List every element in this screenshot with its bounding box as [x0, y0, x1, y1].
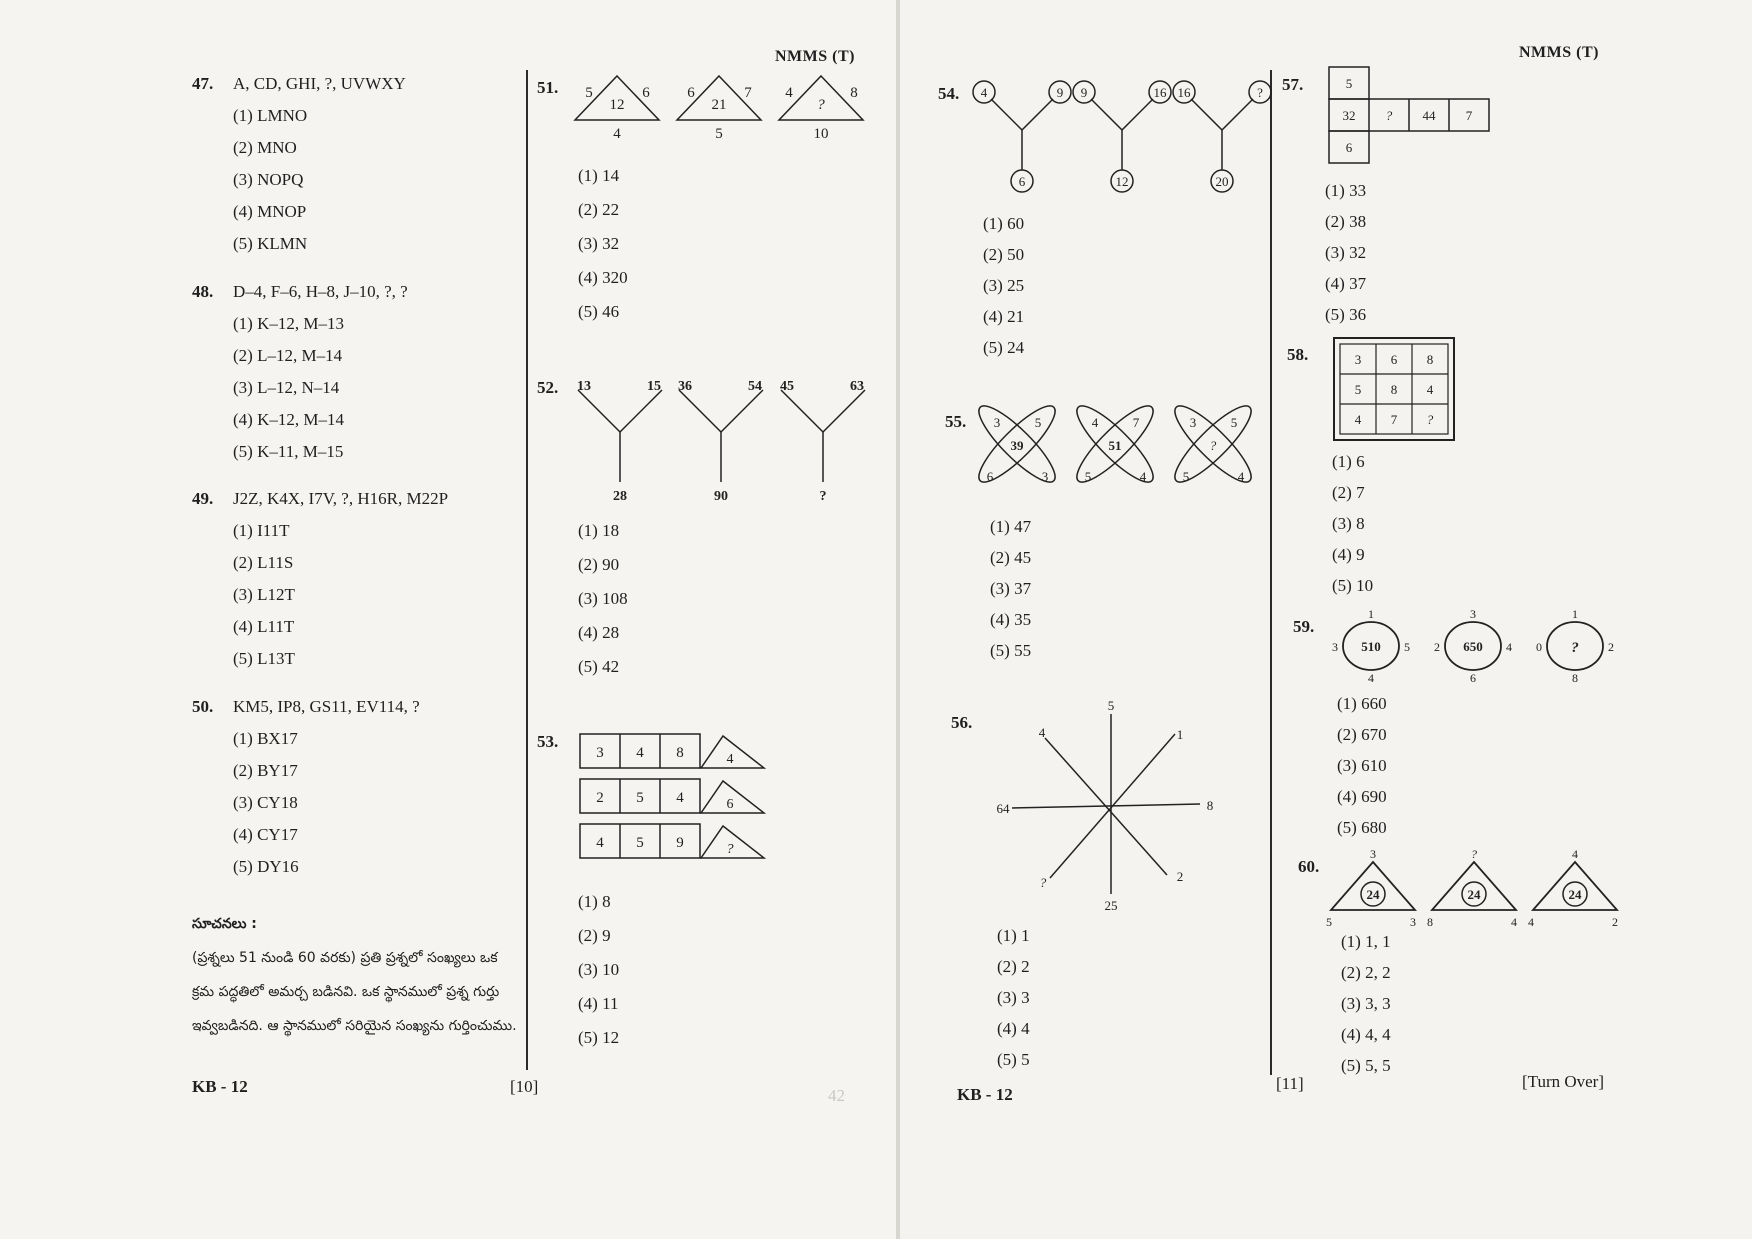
fork-left: 45 [780, 379, 794, 394]
triangle-left: 4 [785, 85, 793, 101]
option-5[interactable]: (5) 42 [578, 657, 620, 676]
option-3[interactable]: (3) CY18 [233, 793, 298, 812]
box-cell: 9 [676, 835, 684, 851]
circle-right: 4 [1506, 640, 1512, 654]
option-1[interactable]: (1) 60 [983, 214, 1025, 233]
ring-left: 8 [1427, 915, 1433, 929]
option-2[interactable]: (2) 670 [1337, 725, 1387, 744]
option-3[interactable]: (3) 8 [1332, 514, 1365, 533]
fork-bottom: ? [819, 489, 827, 504]
triangle-center: 12 [609, 97, 625, 113]
box-triangle-value: 6 [726, 797, 734, 812]
option-4[interactable]: (4) CY17 [233, 825, 298, 844]
star-bottom-left: ? [1039, 875, 1047, 890]
ring-left: 4 [1528, 915, 1534, 929]
option-4[interactable]: (4) 320 [578, 268, 628, 287]
cross-bottom-left: 5 [1182, 469, 1190, 484]
option-3[interactable]: (3) 25 [983, 276, 1025, 295]
question-number: 59. [1293, 617, 1315, 636]
t-grid-cell: 7 [1465, 108, 1473, 123]
question-number: 49. [192, 489, 214, 508]
option-4[interactable]: (4) L11T [233, 617, 295, 636]
ring-right: 4 [1511, 915, 1517, 929]
ring-top: 4 [1572, 847, 1578, 861]
option-5[interactable]: (5) 46 [578, 302, 620, 321]
fork-bottom: 28 [613, 489, 627, 504]
grid-cell: 8 [1426, 352, 1434, 367]
option-3[interactable]: (3) 108 [578, 589, 628, 608]
option-4[interactable]: (4) 28 [578, 623, 620, 642]
instructions-line: క్రమ పద్ధతిలో అమర్చ బడినవి. ఒక స్థానములో ప్రశ్న గుర్తు [192, 984, 500, 1000]
option-5[interactable]: (5) 12 [578, 1028, 620, 1047]
circle-fork-left: 9 [1080, 85, 1088, 100]
option-1[interactable]: (1) 6 [1332, 452, 1365, 471]
option-2[interactable]: (2) L–12, M–14 [233, 346, 343, 365]
triangle-right: 6 [642, 85, 650, 101]
circle-fork-figures [972, 76, 1272, 196]
ring-center: 24 [1467, 887, 1481, 902]
t-grid-cell: 44 [1422, 108, 1436, 123]
cross-center: 39 [1010, 438, 1024, 453]
ring-top: ? [1471, 847, 1477, 861]
option-4[interactable]: (4) 4 [997, 1019, 1030, 1038]
question-number: 51. [537, 78, 559, 97]
right-column-divider [1270, 70, 1272, 1075]
option-1[interactable]: (1) 1 [997, 926, 1030, 945]
t-grid-top: 5 [1345, 76, 1353, 91]
option-3[interactable]: (3) 610 [1337, 756, 1387, 775]
circle-fork-figure-3 [1173, 81, 1271, 192]
cross-top-right: 5 [1230, 415, 1238, 430]
cross-top-right: 5 [1034, 415, 1042, 430]
option-3[interactable]: (3) L12T [233, 585, 295, 604]
option-1[interactable]: (1) 47 [990, 517, 1032, 536]
instructions-title: సూచనలు : [192, 916, 257, 932]
circle-left: 0 [1536, 640, 1542, 654]
cross-top-right: 7 [1132, 415, 1140, 430]
left-header: NMMS (T) [775, 48, 855, 65]
circle-bottom: 4 [1368, 671, 1374, 685]
option-2[interactable]: (2) 50 [983, 245, 1025, 264]
circle-top: 1 [1572, 607, 1578, 621]
question-number: 56. [951, 713, 973, 732]
question-number: 48. [192, 282, 214, 301]
fork-left: 13 [577, 379, 591, 394]
triangle-bottom: 4 [613, 126, 621, 142]
circle-fork-figure-2 [1073, 81, 1171, 192]
grid-cell: 4 [1354, 412, 1362, 427]
option-4[interactable]: (4) 690 [1337, 787, 1387, 806]
ring-triangle-figure-2 [1427, 847, 1517, 929]
option-4[interactable]: (4) 11 [578, 994, 619, 1013]
option-3[interactable]: (3) L–12, N–14 [233, 378, 340, 397]
question-number: 60. [1298, 857, 1320, 876]
circle-figures [1325, 606, 1625, 686]
circle-top: 1 [1368, 607, 1374, 621]
cross-figures [975, 402, 1275, 492]
question-number: 55. [945, 412, 967, 431]
cross-bottom-left: 5 [1084, 469, 1092, 484]
ring-right: 2 [1612, 915, 1618, 929]
option-5[interactable]: (5) KLMN [233, 234, 308, 253]
option-5[interactable]: (5) L13T [233, 649, 295, 668]
box-cell: 4 [676, 790, 684, 806]
fork-left: 36 [678, 379, 692, 394]
triangle-center: 21 [711, 97, 727, 113]
left-page-number: [10] [510, 1077, 539, 1096]
question-stem: D–4, F–6, H–8, J–10, ?, ? [233, 282, 408, 301]
option-4[interactable]: (4) 21 [983, 307, 1025, 326]
t-grid-cell: 32 [1342, 108, 1356, 123]
circle-figure-1 [1332, 607, 1410, 685]
option-3[interactable]: (3) 37 [990, 579, 1032, 598]
grid-cell: 8 [1390, 382, 1398, 397]
box-cell: 8 [676, 745, 684, 761]
option-3[interactable]: (3) 32 [578, 234, 620, 253]
question-stem: KM5, IP8, GS11, EV114, ? [233, 697, 420, 716]
right-page-number: [11] [1276, 1074, 1304, 1093]
circle-fork-right: 16 [1153, 85, 1167, 100]
option-5[interactable]: (5) K–11, M–15 [233, 442, 344, 461]
grid-cell: ? [1426, 412, 1434, 427]
t-grid-cell: ? [1385, 108, 1393, 123]
circle-figure-2 [1434, 607, 1512, 685]
option-3[interactable]: (3) 32 [1325, 243, 1367, 262]
option-1[interactable]: (1) 18 [578, 521, 620, 540]
ring-right: 3 [1410, 915, 1416, 929]
triangle-left: 6 [687, 85, 695, 101]
ring-left: 5 [1326, 915, 1332, 929]
circle-top: 3 [1470, 607, 1476, 621]
faint-mark: 42 [828, 1086, 845, 1105]
circle-fork-right: 9 [1056, 85, 1064, 100]
option-2[interactable]: (2) 2, 2 [1341, 963, 1391, 982]
cross-figure-3 [1166, 397, 1259, 490]
option-3[interactable]: (3) 3, 3 [1341, 994, 1391, 1013]
option-2[interactable]: (2) 7 [1332, 483, 1365, 502]
box-triangle-value: 4 [726, 752, 734, 767]
option-5[interactable]: (5) 24 [983, 338, 1025, 357]
left-column-divider [526, 70, 528, 1070]
cross-center: 51 [1108, 438, 1122, 453]
option-1[interactable]: (1) 33 [1325, 181, 1367, 200]
cross-center: ? [1209, 438, 1217, 453]
star-figure [990, 700, 1230, 920]
instructions-line: (ప్రశ్నలు 51 నుండి 60 వరకు) ప్రతి ప్రశ్నలో సంఖ్యలు ఒక [192, 950, 498, 966]
option-1[interactable]: (1) 1, 1 [1341, 932, 1391, 951]
option-4[interactable]: (4) 37 [1325, 274, 1367, 293]
question-number: 52. [537, 378, 559, 397]
fork-right: 54 [748, 379, 762, 394]
grid-cell: 4 [1426, 382, 1434, 397]
box-figures [579, 733, 779, 873]
option-2[interactable]: (2) 90 [578, 555, 620, 574]
circle-bottom: 8 [1572, 671, 1578, 685]
circle-fork-bottom: 12 [1115, 174, 1129, 189]
grid-cell: 5 [1354, 382, 1362, 397]
star-top-right: 1 [1176, 727, 1184, 742]
box-cell: 3 [596, 745, 604, 761]
circle-figure-3 [1536, 607, 1614, 685]
option-5[interactable]: (5) 5 [997, 1050, 1030, 1069]
option-5[interactable]: (5) 5, 5 [1341, 1056, 1391, 1075]
circle-fork-right: ? [1257, 85, 1263, 100]
fork-bottom: 90 [714, 489, 728, 504]
question-stem: A, CD, GHI, ?, UVWXY [233, 74, 406, 93]
box-cell: 4 [636, 745, 644, 761]
triangle-right: 8 [850, 85, 858, 101]
triangle-bottom: 5 [715, 126, 723, 142]
ring-center: 24 [1366, 887, 1380, 902]
instructions-line: ఇవ్వబడినది. ఆ స్థానములో సరియైన సంఖ్యను గుర్తించుము. [192, 1018, 517, 1034]
cross-figure-2 [1068, 397, 1161, 490]
box-row-1 [580, 734, 764, 768]
circle-right: 2 [1608, 640, 1614, 654]
fork-figure-3 [780, 379, 865, 504]
option-2[interactable]: (2) 2 [997, 957, 1030, 976]
grid-cell: 7 [1390, 412, 1398, 427]
cross-bottom-right: 4 [1237, 469, 1245, 484]
ring-triangle-figures [1320, 846, 1630, 931]
circle-right: 5 [1404, 640, 1410, 654]
fork-figure-2 [678, 379, 763, 504]
option-2[interactable]: (2) 45 [990, 548, 1032, 567]
triangle-figure-1 [575, 76, 659, 142]
triangle-bottom: 10 [813, 126, 829, 142]
triangle-left: 5 [585, 85, 593, 101]
grid-cell: 6 [1390, 352, 1398, 367]
question-number: 50. [192, 697, 214, 716]
option-5[interactable]: (5) 680 [1337, 818, 1387, 837]
option-1[interactable]: (1) 8 [578, 892, 611, 911]
option-2[interactable]: (2) L11S [233, 553, 294, 572]
circle-left: 2 [1434, 640, 1440, 654]
option-1[interactable]: (1) 14 [578, 166, 620, 185]
box-cell: 4 [596, 835, 604, 851]
question-number: 53. [537, 732, 559, 751]
option-2[interactable]: (2) 38 [1325, 212, 1367, 231]
star-top: 5 [1107, 698, 1115, 713]
circle-center: 510 [1361, 639, 1381, 654]
cross-top-left: 3 [993, 415, 1001, 430]
cross-figure-1 [970, 397, 1063, 490]
star-top-left: 4 [1038, 725, 1046, 740]
box-cell: 5 [636, 835, 644, 851]
turn-over-label: [Turn Over] [1522, 1072, 1605, 1091]
option-4[interactable]: (4) MNOP [233, 202, 307, 221]
question-number: 54. [938, 84, 960, 103]
left-footer-code: KB - 12 [192, 1077, 248, 1096]
ring-triangle-figure-3 [1528, 847, 1618, 929]
option-2[interactable]: (2) BY17 [233, 761, 298, 780]
option-3[interactable]: (3) 10 [578, 960, 620, 979]
ring-top: 3 [1370, 847, 1376, 861]
fork-right: 15 [647, 379, 661, 394]
triangle-center: ? [817, 97, 825, 113]
question-number: 58. [1287, 345, 1309, 364]
triangle-figure-3 [779, 76, 863, 142]
option-5[interactable]: (5) DY16 [233, 857, 299, 876]
circle-center: 650 [1463, 639, 1483, 654]
box-triangle-value: ? [726, 842, 734, 857]
t-grid-bottom: 6 [1345, 140, 1353, 155]
triangle-figures [570, 72, 860, 142]
circle-bottom: 6 [1470, 671, 1476, 685]
option-4[interactable]: (4) 9 [1332, 545, 1365, 564]
circle-fork-figure-1 [973, 81, 1071, 192]
number-grid [1333, 337, 1463, 447]
cross-top-left: 4 [1091, 415, 1099, 430]
t-grid-figure [1328, 66, 1498, 176]
grid-cell: 3 [1354, 352, 1362, 367]
circle-fork-bottom: 20 [1215, 174, 1229, 189]
cross-bottom-right: 3 [1041, 469, 1049, 484]
triangle-right: 7 [744, 85, 752, 101]
circle-fork-bottom: 6 [1018, 174, 1026, 189]
cross-bottom-left: 6 [986, 469, 994, 484]
option-1[interactable]: (1) K–12, M–13 [233, 314, 344, 333]
fork-right: 63 [850, 379, 864, 394]
circle-fork-left: 16 [1177, 85, 1191, 100]
option-5[interactable]: (5) 36 [1325, 305, 1367, 324]
option-2[interactable]: (2) MNO [233, 138, 297, 157]
option-5[interactable]: (5) 10 [1332, 576, 1374, 595]
ring-center: 24 [1568, 887, 1582, 902]
circle-left: 3 [1332, 640, 1338, 654]
ring-triangle-figure-1 [1326, 847, 1416, 929]
option-4[interactable]: (4) 35 [990, 610, 1032, 629]
option-4[interactable]: (4) K–12, M–14 [233, 410, 344, 429]
option-4[interactable]: (4) 4, 4 [1341, 1025, 1391, 1044]
option-3[interactable]: (3) NOPQ [233, 170, 304, 189]
fork-figures [570, 376, 870, 506]
cross-bottom-right: 4 [1139, 469, 1147, 484]
box-row-3 [580, 824, 764, 858]
option-1[interactable]: (1) 660 [1337, 694, 1387, 713]
star-bottom: 25 [1104, 898, 1118, 913]
question-number: 47. [192, 74, 214, 93]
star-left: 64 [996, 801, 1010, 816]
box-cell: 2 [596, 790, 604, 806]
circle-center: ? [1571, 640, 1579, 656]
option-1[interactable]: (1) LMNO [233, 106, 308, 125]
option-1[interactable]: (1) BX17 [233, 729, 298, 748]
question-stem: J2Z, K4X, I7V, ?, H16R, M22P [233, 489, 449, 508]
cross-top-left: 3 [1189, 415, 1197, 430]
option-2[interactable]: (2) 22 [578, 200, 620, 219]
option-2[interactable]: (2) 9 [578, 926, 611, 945]
box-cell: 5 [636, 790, 644, 806]
question-number: 57. [1282, 75, 1304, 94]
option-1[interactable]: (1) I11T [233, 521, 290, 540]
circle-fork-left: 4 [980, 85, 988, 100]
right-footer-code: KB - 12 [957, 1085, 1013, 1104]
star-bottom-right: 2 [1176, 869, 1184, 884]
option-3[interactable]: (3) 3 [997, 988, 1030, 1007]
triangle-figure-2 [677, 76, 761, 142]
star-right: 8 [1206, 798, 1214, 813]
option-5[interactable]: (5) 55 [990, 641, 1032, 660]
right-header: NMMS (T) [1519, 44, 1599, 61]
fork-figure-1 [577, 379, 662, 504]
box-row-2 [580, 779, 764, 813]
